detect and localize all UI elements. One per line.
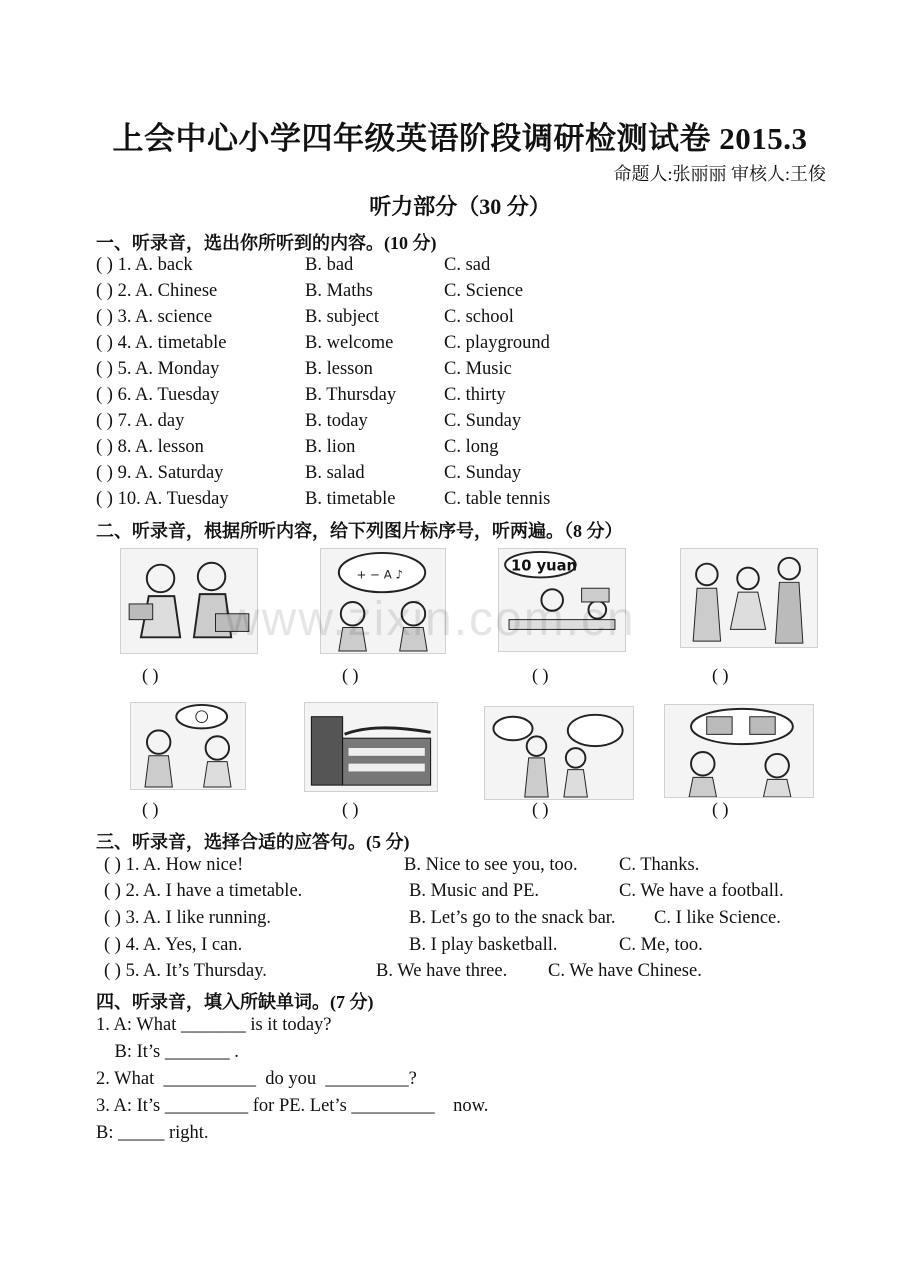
question-a: ( ) 5. A. It’s Thursday. bbox=[104, 961, 267, 981]
question-a: ( ) 5. A. Monday bbox=[96, 359, 220, 379]
option-b: B. salad bbox=[305, 463, 365, 483]
bubble-text: 10 yuan bbox=[511, 557, 578, 575]
option-b: B. Nice to see you, too. bbox=[404, 855, 578, 875]
option-c: C. We have a football. bbox=[619, 881, 784, 901]
option-c: C. school bbox=[444, 307, 514, 327]
option-b: B. Thursday bbox=[305, 385, 397, 405]
fill-line: 3. A: It’s _________ for PE. Let’s _________ now. bbox=[96, 1096, 489, 1116]
option-c: C. thirty bbox=[444, 385, 506, 405]
option-c: C. I like Science. bbox=[654, 908, 781, 928]
fill-line: B: It’s _______ . bbox=[96, 1042, 239, 1062]
option-c: C. sad bbox=[444, 255, 491, 275]
answer-paren[interactable]: ( ) bbox=[142, 799, 159, 819]
fill-line: B: _____ right. bbox=[96, 1123, 209, 1143]
option-b: B. welcome bbox=[305, 333, 394, 353]
exam-title: 上会中心小学四年级英语阶段调研检测试卷 2015.3 bbox=[112, 121, 808, 156]
option-c: C. We have Chinese. bbox=[548, 961, 702, 981]
option-b: B. bad bbox=[305, 255, 354, 275]
thought-pictures-icon bbox=[665, 705, 813, 797]
option-c: C. long bbox=[444, 437, 499, 457]
option-c: C. Me, too. bbox=[619, 935, 703, 955]
school-icon bbox=[305, 703, 437, 791]
part-title: 听力部分（30 分） bbox=[369, 194, 551, 219]
option-c: C. Sunday bbox=[444, 463, 522, 483]
picture-school-building bbox=[304, 702, 438, 792]
answer-paren[interactable]: ( ) bbox=[532, 665, 549, 685]
family-icon bbox=[681, 549, 817, 647]
fill-line: 1. A: What _______ is it today? bbox=[96, 1015, 332, 1035]
option-c: C. playground bbox=[444, 333, 550, 353]
option-b: B. subject bbox=[305, 307, 379, 327]
option-c: C. Music bbox=[444, 359, 512, 379]
question-a: ( ) 8. A. lesson bbox=[96, 437, 204, 457]
answer-paren[interactable]: ( ) bbox=[712, 665, 729, 685]
option-b: B. I play basketball. bbox=[409, 935, 558, 955]
option-b: B. Maths bbox=[305, 281, 373, 301]
option-b: B. We have three. bbox=[376, 961, 508, 981]
option-c: C. table tennis bbox=[444, 489, 551, 509]
question-a: ( ) 1. A. back bbox=[96, 255, 193, 275]
question-a: ( ) 7. A. day bbox=[96, 411, 185, 431]
question-a: ( ) 2. A. I have a timetable. bbox=[104, 881, 303, 901]
picture-kids-thinking-pictures bbox=[664, 704, 814, 798]
svg-text:+ − A ♪: + − A ♪ bbox=[356, 567, 404, 582]
watermark: www.zixin.com.cn bbox=[225, 593, 636, 646]
question-a: ( ) 9. A. Saturday bbox=[96, 463, 224, 483]
option-c: C. Sunday bbox=[444, 411, 522, 431]
picture-family-group bbox=[680, 548, 818, 648]
answer-paren[interactable]: ( ) bbox=[342, 799, 359, 819]
option-c: C. Science bbox=[444, 281, 524, 301]
section3-heading: 三、听录音，选择合适的应答句。(5 分) bbox=[96, 832, 410, 852]
section1-heading: 一、听录音，选出你所听到的内容。(10 分) bbox=[96, 233, 437, 253]
question-a: ( ) 4. A. Yes, I can. bbox=[104, 935, 243, 955]
picture-boys-clock bbox=[130, 702, 246, 790]
option-b: B. timetable bbox=[305, 489, 396, 509]
question-a: ( ) 4. A. timetable bbox=[96, 333, 227, 353]
question-a: ( ) 1. A. How nice! bbox=[104, 855, 244, 875]
clock-bubble-icon bbox=[131, 703, 245, 789]
answer-paren[interactable]: ( ) bbox=[712, 799, 729, 819]
answer-paren[interactable]: ( ) bbox=[532, 799, 549, 819]
option-b: B. lion bbox=[305, 437, 356, 457]
question-a: ( ) 10. A. Tuesday bbox=[96, 489, 229, 509]
option-c: C. Thanks. bbox=[619, 855, 700, 875]
option-b: B. lesson bbox=[305, 359, 373, 379]
picture-talking-pair bbox=[484, 706, 634, 800]
question-a: ( ) 6. A. Tuesday bbox=[96, 385, 220, 405]
option-b: B. Music and PE. bbox=[409, 881, 540, 901]
section2-heading: 二、听录音，根据所听内容，给下列图片标序号，听两遍。（8 分） bbox=[96, 521, 623, 541]
option-b: B. Let’s go to the snack bar. bbox=[409, 908, 616, 928]
question-a: ( ) 3. A. I like running. bbox=[104, 908, 271, 928]
section4-heading: 四、听录音，填入所缺单词。(7 分) bbox=[96, 992, 374, 1012]
answer-paren[interactable]: ( ) bbox=[142, 665, 159, 685]
option-b: B. today bbox=[305, 411, 368, 431]
authors-line: 命题人:张丽丽 审核人:王俊 bbox=[613, 164, 826, 184]
question-a: ( ) 2. A. Chinese bbox=[96, 281, 218, 301]
answer-paren[interactable]: ( ) bbox=[342, 665, 359, 685]
conversation-icon bbox=[485, 707, 633, 799]
fill-line: 2. What __________ do you _________? bbox=[96, 1069, 417, 1089]
question-a: ( ) 3. A. science bbox=[96, 307, 213, 327]
